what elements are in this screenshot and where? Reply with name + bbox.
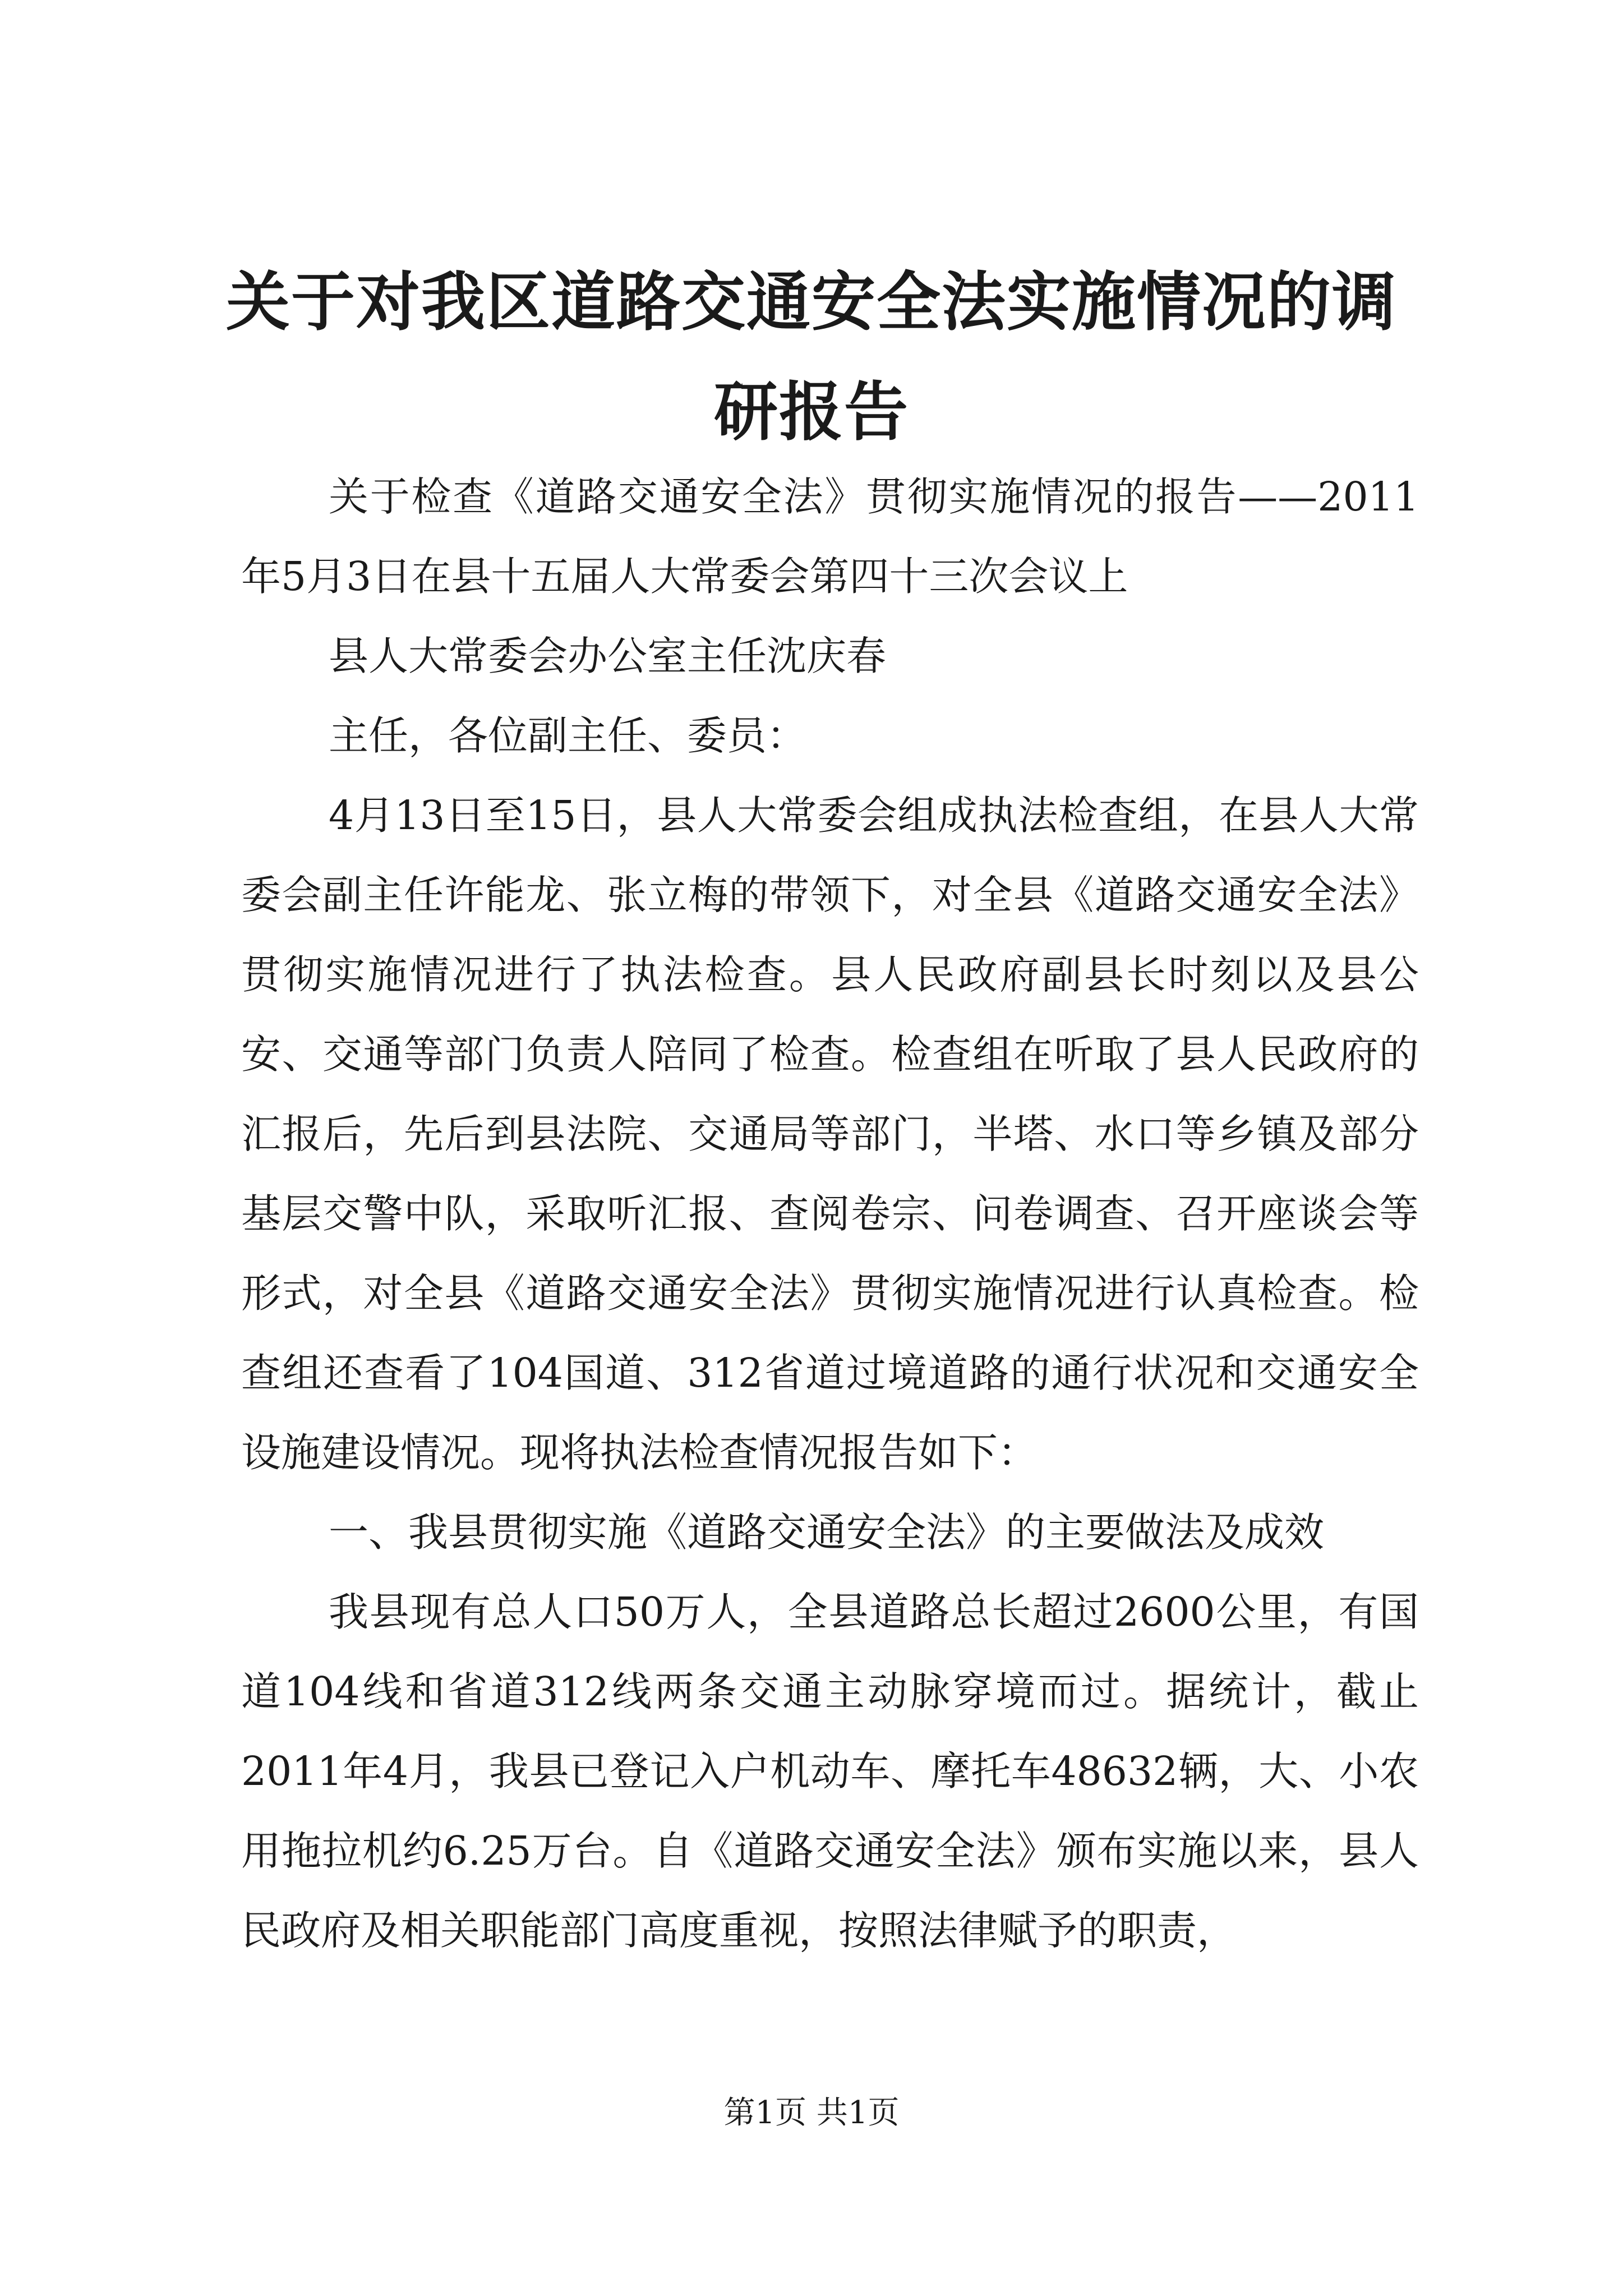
paragraph-report-heading: 关于检查《道路交通安全法》贯彻实施情况的报告——2011年5月3日在县十五届人大常委会第四十三次会议上 — [241, 473, 1419, 600]
paragraph-speaker: 县人大常委会办公室主任沈庆春 — [329, 633, 887, 679]
paragraph-county-stats: 我县现有总人口50万人，全县道路总长超过2600公里，有国道104线和省道312线两条交通主动脉穿境而过。据统计，截止2011年4月，我县已登记入户机动车、摩托车48632辆，大、小农用拖拉机约6.25万台。自《道路交通安全法》颁布实施以来，县人民政府及相关职能部门高度重视，按照法律赋予的职责， — [241, 1589, 1419, 1954]
paragraph-section-heading: 一、我县贯彻实施《道路交通安全法》的主要做法及成效 — [329, 1509, 1325, 1556]
paragraph-inspection: 4月13日至15日，县人大常委会组成执法检查组，在县人大常委会副主任许能龙、张立梅的带领下，对全县《道路交通安全法》贯彻实施情况进行了执法检查。县人民政府副县长时刻以及县公安、交通等部门负责人陪同了检查。检查组在听取了县人民政府的汇报后，先后到县法院、交通局等部门，半塔、水口等乡镇及部分基层交警中队，采取听汇报、查阅卷宗、问卷调查、召开座谈会等形式，对全县《道路交通安全法》贯彻实施情况进行认真检查。检查组还查看了104国道、312省道过境道路的通行状况和交通安全设施建设情况。现将执法检查情况报告如下： — [241, 792, 1419, 1476]
page-footer: 第1页 共1页 — [723, 2095, 900, 2131]
document-body — [241, 457, 1419, 1971]
document-title: 关于对我区道路交通安全法实施情况的调研报告 — [225, 264, 1397, 449]
paragraph-salutation: 主任，各位副主任、委员： — [329, 712, 807, 759]
